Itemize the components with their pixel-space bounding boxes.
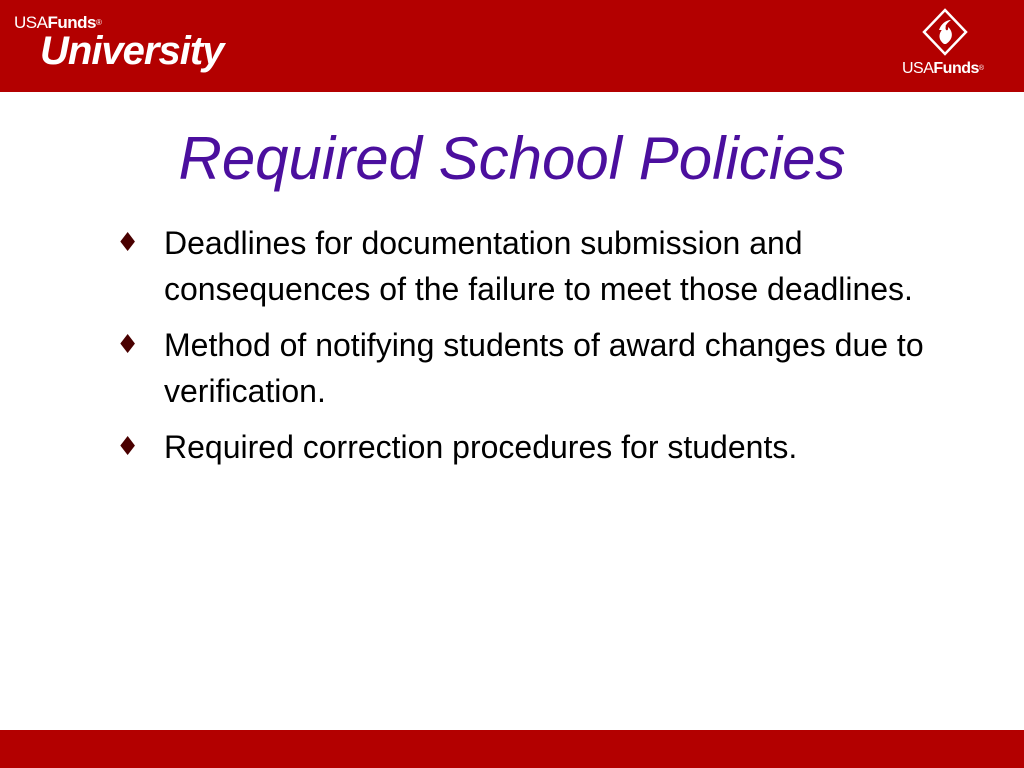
bullet-item (110, 322, 990, 414)
usafunds-logo (902, 8, 988, 82)
logo-wordmark (902, 60, 984, 78)
footer-bar (0, 730, 1024, 768)
logo-registered-mark: ® (978, 65, 984, 72)
logo-brand-name: Funds (47, 13, 96, 32)
diamond-bullet-icon: ♦ (116, 330, 140, 360)
slide-title: Required School Policies (178, 125, 846, 192)
bullet-item (110, 424, 990, 470)
logo-brand-prefix: USA (14, 13, 48, 32)
logo-registered-mark: ® (95, 18, 102, 27)
bullet-text: Deadlines for documentation submission and consequences of the failure to meet those deadlines. (164, 225, 913, 307)
header-bar (0, 0, 1024, 92)
diamond-bullet-icon: ♦ (116, 228, 140, 258)
bullet-list (110, 220, 990, 480)
diamond-bullet-icon: ♦ (116, 432, 140, 462)
logo-brand-prefix: USA (902, 60, 934, 77)
bullet-item (110, 220, 990, 312)
logo-brand-name: Funds (933, 60, 979, 77)
usafunds-university-logo (14, 14, 223, 72)
bullet-text: Required correction procedures for students. (164, 429, 798, 465)
logo-product-name: University (40, 29, 224, 73)
bullet-text: Method of notifying students of award changes due to verification. (164, 327, 924, 409)
usafunds-diamond-flame-icon (922, 8, 968, 58)
